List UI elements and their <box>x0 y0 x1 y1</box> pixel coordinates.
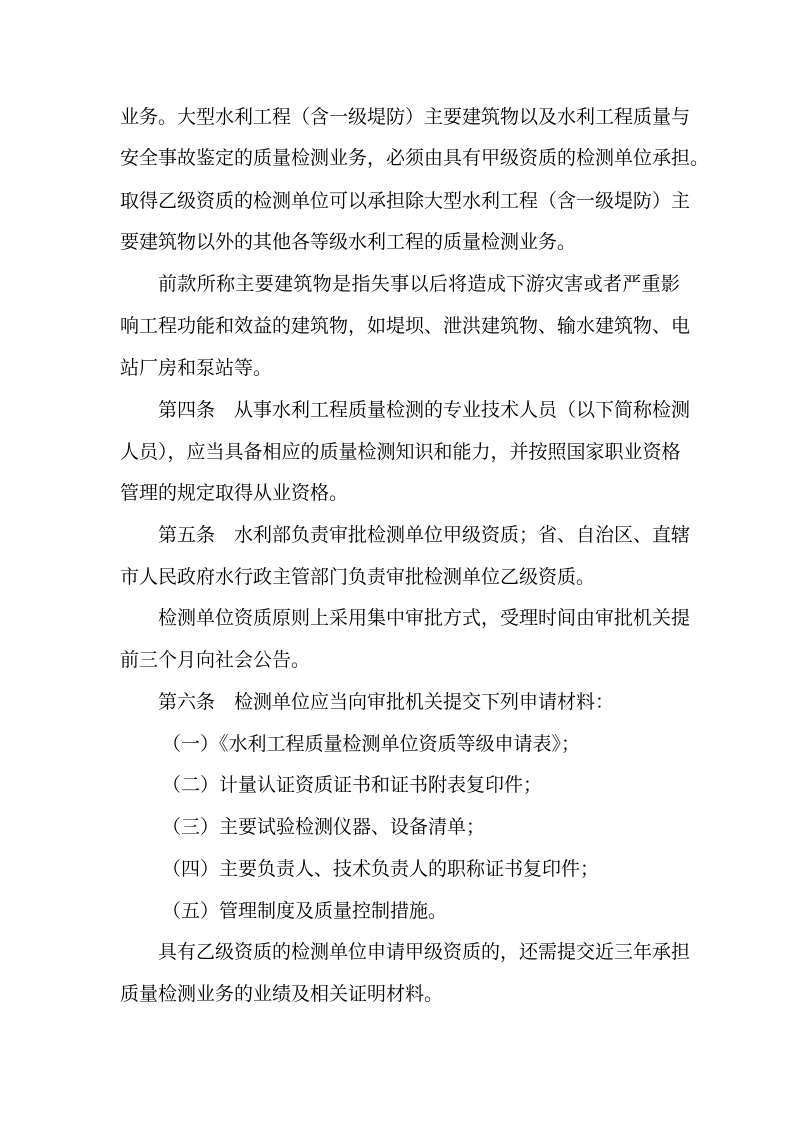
text-line: 检测单位资质原则上采用集中审批方式，受理时间由审批机关提 <box>158 607 691 629</box>
list-item: （三）主要试验检测仪器、设备清单； <box>162 816 486 838</box>
text-line: 要建筑物以外的其他各等级水利工程的质量检测业务。 <box>120 231 577 253</box>
text-line: 市人民政府水行政主管部门负责审批检测单位乙级资质。 <box>120 566 596 588</box>
text-line: 前款所称主要建筑物是指失事以后将造成下游灾害或者严重影 <box>158 273 680 295</box>
text-line: 响工程功能和效益的建筑物，如堤坝、泄洪建筑物、输水建筑物、电 <box>120 315 691 337</box>
text-line: 管理的规定取得从业资格。 <box>120 482 349 504</box>
text-line: 前三个月向社会公告。 <box>120 649 311 671</box>
text-line: 安全事故鉴定的质量检测业务，必须由具有甲级资质的检测单位承担。 <box>120 147 710 169</box>
text-line: 第四条 从事水利工程质量检测的专业技术人员（以下简称检测 <box>158 399 691 421</box>
text-line: 人员），应当具备相应的质量检测知识和能力，并按照国家职业资格 <box>120 441 681 463</box>
text-line: 第五条 水利部负责审批检测单位甲级资质；省、自治区、直辖 <box>158 524 691 546</box>
text-line: 取得乙级资质的检测单位可以承担除大型水利工程（含一级堤防）主 <box>120 190 691 212</box>
text-line: 质量检测业务的业绩及相关证明材料。 <box>120 983 444 1005</box>
text-line: 业务。大型水利工程（含一级堤防）主要建筑物以及水利工程质量与 <box>120 106 691 128</box>
list-item: （四）主要负责人、技术负责人的职称证书复印件； <box>162 858 600 880</box>
text-line: 具有乙级资质的检测单位申请甲级资质的，还需提交近三年承担 <box>158 941 691 963</box>
list-item: （五）管理制度及质量控制措施。 <box>162 900 448 922</box>
text-line: 第六条 检测单位应当向审批机关提交下列申请材料： <box>158 691 615 713</box>
list-item: （二）计量认证资质证书和证书附表复印件； <box>162 774 543 796</box>
text-line: 站厂房和泵站等。 <box>120 357 273 379</box>
list-item: （一）《水利工程质量检测单位资质等级申请表》； <box>162 733 581 755</box>
